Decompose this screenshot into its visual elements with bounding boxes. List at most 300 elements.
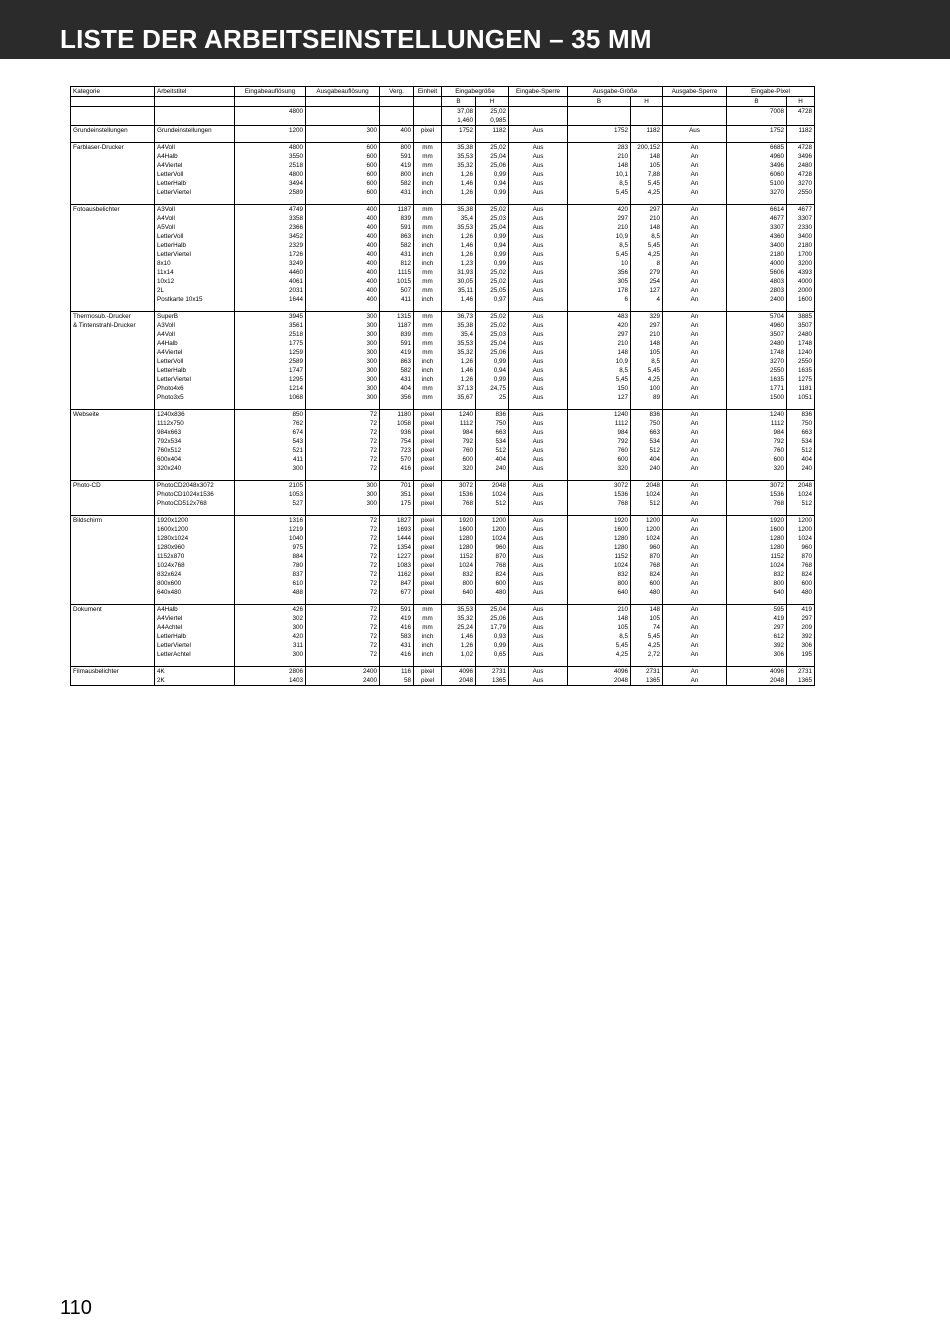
- in-b-cell: 4096: [442, 667, 476, 677]
- out-h-cell: 1200: [631, 525, 663, 534]
- category-cell: [71, 268, 155, 277]
- out-h-cell: 279: [631, 268, 663, 277]
- vergroesserung-cell: 58: [380, 676, 414, 686]
- eingabeaufloesung-cell: 1403: [235, 676, 306, 686]
- px-b-cell: 1280: [727, 543, 787, 552]
- in-b-cell: 1,46: [442, 366, 476, 375]
- ausgabeaufloesung-cell: 72: [306, 428, 380, 437]
- ausgabeaufloesung-cell: 400: [306, 268, 380, 277]
- ausgabe-sperre-cell: An: [663, 268, 727, 277]
- einheit-cell: pixel: [414, 428, 442, 437]
- arbeitstitel-cell: A4Viertel: [155, 161, 235, 170]
- px-b-cell: 3507: [727, 330, 787, 339]
- px-h-cell: 1700: [787, 250, 815, 259]
- eingabe-sperre-cell: Aus: [509, 268, 568, 277]
- eingabeaufloesung-cell: 3358: [235, 214, 306, 223]
- table-row: [71, 152, 815, 161]
- px-h-cell: 512: [787, 499, 815, 508]
- in-h-cell: 2048: [476, 481, 509, 491]
- table-row: [71, 259, 815, 268]
- in-h-cell: 1200: [476, 525, 509, 534]
- vergroesserung-cell: 723: [380, 446, 414, 455]
- ausgabe-sperre-cell: An: [663, 143, 727, 153]
- ref-eingabeaufloesung: [235, 116, 306, 126]
- eingabe-sperre-cell: Aus: [509, 179, 568, 188]
- category-cell: [71, 623, 155, 632]
- in-h-cell: 1365: [476, 676, 509, 686]
- eingabe-sperre-cell: Aus: [509, 393, 568, 402]
- ausgabeaufloesung-cell: 400: [306, 241, 380, 250]
- einheit-cell: pixel: [414, 455, 442, 464]
- in-b-cell: 35,4: [442, 214, 476, 223]
- px-b-cell: 4677: [727, 214, 787, 223]
- ausgabe-sperre-cell: An: [663, 179, 727, 188]
- ausgabeaufloesung-cell: 600: [306, 170, 380, 179]
- px-b-cell: 1771: [727, 384, 787, 393]
- in-h-cell: 25,02: [476, 312, 509, 322]
- ausgabe-sperre-cell: An: [663, 499, 727, 508]
- ausgabe-sperre-cell: An: [663, 464, 727, 473]
- category-cell: [71, 534, 155, 543]
- eingabe-sperre-cell: Aus: [509, 641, 568, 650]
- out-b-cell: 420: [568, 205, 631, 215]
- px-b-cell: 1920: [727, 516, 787, 526]
- out-h-cell: 768: [631, 561, 663, 570]
- in-h-cell: 1182: [476, 126, 509, 136]
- px-h-cell: 2731: [787, 667, 815, 677]
- ausgabe-sperre-cell: An: [663, 632, 727, 641]
- arbeitstitel-cell: 984x663: [155, 428, 235, 437]
- out-h-cell: 8,5: [631, 357, 663, 366]
- table-row: [71, 277, 815, 286]
- in-h-cell: 25,02: [476, 277, 509, 286]
- arbeitstitel-cell: A3Voll: [155, 205, 235, 215]
- ref-eingabeaufloesung: 4800: [235, 107, 306, 117]
- out-b-cell: 320: [568, 464, 631, 473]
- in-b-cell: 1,46: [442, 632, 476, 641]
- vergroesserung-cell: 812: [380, 259, 414, 268]
- out-b-cell: 8,5: [568, 632, 631, 641]
- out-h-cell: 297: [631, 205, 663, 215]
- ausgabe-sperre-cell: An: [663, 339, 727, 348]
- px-b-cell: 1536: [727, 490, 787, 499]
- ausgabe-sperre-cell: An: [663, 277, 727, 286]
- ausgabeaufloesung-cell: 72: [306, 632, 380, 641]
- category-cell: Filmausbelichter: [71, 667, 155, 677]
- out-h-cell: 148: [631, 605, 663, 615]
- category-cell: [71, 277, 155, 286]
- eingabe-sperre-cell: Aus: [509, 241, 568, 250]
- in-b-cell: 1240: [442, 410, 476, 420]
- out-b-cell: 984: [568, 428, 631, 437]
- eingabeaufloesung-cell: 426: [235, 605, 306, 615]
- vergroesserung-cell: 570: [380, 455, 414, 464]
- arbeitstitel-cell: 1280x960: [155, 543, 235, 552]
- px-b-cell: 2550: [727, 366, 787, 375]
- in-b-cell: 832: [442, 570, 476, 579]
- table-row: [71, 295, 815, 304]
- eingabeaufloesung-cell: 1295: [235, 375, 306, 384]
- vergroesserung-cell: 583: [380, 632, 414, 641]
- out-b-cell: 297: [568, 214, 631, 223]
- in-b-cell: 1920: [442, 516, 476, 526]
- out-b-cell: 127: [568, 393, 631, 402]
- px-h-cell: 1200: [787, 525, 815, 534]
- px-h-cell: 4728: [787, 143, 815, 153]
- out-b-cell: 5,45: [568, 641, 631, 650]
- px-h-cell: 1200: [787, 516, 815, 526]
- eingabeaufloesung-cell: 411: [235, 455, 306, 464]
- ausgabe-sperre-cell: An: [663, 295, 727, 304]
- category-cell: [71, 543, 155, 552]
- eingabe-sperre-cell: Aus: [509, 223, 568, 232]
- vergroesserung-cell: 1354: [380, 543, 414, 552]
- eingabe-sperre-cell: Aus: [509, 516, 568, 526]
- reference-row: [71, 107, 815, 117]
- eingabeaufloesung-cell: 2806: [235, 667, 306, 677]
- eingabeaufloesung-cell: 850: [235, 410, 306, 420]
- arbeitstitel-cell: 1600x1200: [155, 525, 235, 534]
- out-h-cell: 148: [631, 152, 663, 161]
- px-h-cell: 1365: [787, 676, 815, 686]
- px-h-cell: 3400: [787, 232, 815, 241]
- table-row: [71, 650, 815, 659]
- px-h-cell: 4728: [787, 170, 815, 179]
- ausgabeaufloesung-cell: 72: [306, 437, 380, 446]
- px-b-cell: 1280: [727, 534, 787, 543]
- eingabeaufloesung-cell: 1259: [235, 348, 306, 357]
- arbeitstitel-cell: A4Voll: [155, 143, 235, 153]
- eingabeaufloesung-cell: 2366: [235, 223, 306, 232]
- arbeitstitel-cell: A4Achtel: [155, 623, 235, 632]
- px-h-cell: 1635: [787, 366, 815, 375]
- eingabeaufloesung-cell: 2589: [235, 188, 306, 197]
- vergroesserung-cell: 356: [380, 393, 414, 402]
- px-b-cell: 4000: [727, 259, 787, 268]
- table-row: [71, 241, 815, 250]
- eingabe-sperre-cell: Aus: [509, 428, 568, 437]
- einheit-cell: mm: [414, 330, 442, 339]
- px-b-cell: 800: [727, 579, 787, 588]
- ausgabe-sperre-cell: An: [663, 241, 727, 250]
- category-cell: [71, 614, 155, 623]
- subheader-px-b: B: [727, 97, 787, 107]
- ausgabeaufloesung-cell: 72: [306, 623, 380, 632]
- ausgabeaufloesung-cell: 400: [306, 277, 380, 286]
- px-b-cell: 3270: [727, 357, 787, 366]
- in-b-cell: 1,46: [442, 295, 476, 304]
- eingabe-sperre-cell: Aus: [509, 543, 568, 552]
- subheader-in-b: B: [442, 97, 476, 107]
- eingabe-sperre-cell: Aus: [509, 650, 568, 659]
- out-h-cell: 4,25: [631, 641, 663, 650]
- category-cell: [71, 419, 155, 428]
- out-b-cell: 600: [568, 455, 631, 464]
- in-b-cell: 1,26: [442, 250, 476, 259]
- category-cell: [71, 339, 155, 348]
- px-h-cell: 2480: [787, 330, 815, 339]
- ref-px-b: [727, 116, 787, 126]
- ausgabe-sperre-cell: An: [663, 232, 727, 241]
- in-h-cell: 0,65: [476, 650, 509, 659]
- in-b-cell: 1600: [442, 525, 476, 534]
- eingabe-sperre-cell: Aus: [509, 623, 568, 632]
- eingabe-sperre-cell: Aus: [509, 357, 568, 366]
- eingabeaufloesung-cell: 521: [235, 446, 306, 455]
- ausgabe-sperre-cell: An: [663, 214, 727, 223]
- in-b-cell: 1280: [442, 543, 476, 552]
- arbeitstitel-cell: 1152x870: [155, 552, 235, 561]
- in-h-cell: 25,02: [476, 143, 509, 153]
- out-b-cell: 1280: [568, 534, 631, 543]
- px-h-cell: 2480: [787, 161, 815, 170]
- px-h-cell: 306: [787, 641, 815, 650]
- px-b-cell: 2803: [727, 286, 787, 295]
- eingabe-sperre-cell: Aus: [509, 286, 568, 295]
- eingabeaufloesung-cell: 311: [235, 641, 306, 650]
- table-row: [71, 525, 815, 534]
- in-h-cell: 25,02: [476, 268, 509, 277]
- arbeitstitel-cell: A4Viertel: [155, 614, 235, 623]
- einheit-cell: inch: [414, 375, 442, 384]
- einheit-cell: inch: [414, 241, 442, 250]
- px-b-cell: 760: [727, 446, 787, 455]
- in-b-cell: 35,53: [442, 339, 476, 348]
- table-row: [71, 143, 815, 153]
- ausgabe-sperre-cell: An: [663, 428, 727, 437]
- category-cell: Grundeinstellungen: [71, 126, 155, 136]
- vergroesserung-cell: 847: [380, 579, 414, 588]
- einheit-cell: pixel: [414, 446, 442, 455]
- category-cell: [71, 437, 155, 446]
- in-h-cell: 0,99: [476, 357, 509, 366]
- header-eingabe-sperre: Eingabe-Sperre: [509, 87, 568, 97]
- header-ausgabe-groesse: Ausgabe-Größe: [568, 87, 663, 97]
- eingabeaufloesung-cell: 837: [235, 570, 306, 579]
- arbeitstitel-cell: 1920x1200: [155, 516, 235, 526]
- out-b-cell: 148: [568, 161, 631, 170]
- px-b-cell: 2400: [727, 295, 787, 304]
- einheit-cell: inch: [414, 650, 442, 659]
- einheit-cell: inch: [414, 179, 442, 188]
- ausgabe-sperre-cell: An: [663, 552, 727, 561]
- table-row: [71, 232, 815, 241]
- out-b-cell: 3072: [568, 481, 631, 491]
- einheit-cell: inch: [414, 641, 442, 650]
- category-cell: [71, 650, 155, 659]
- ausgabe-sperre-cell: An: [663, 357, 727, 366]
- out-b-cell: 483: [568, 312, 631, 322]
- vergroesserung-cell: 1444: [380, 534, 414, 543]
- ausgabeaufloesung-cell: 72: [306, 588, 380, 597]
- out-b-cell: 297: [568, 330, 631, 339]
- out-b-cell: 8,5: [568, 241, 631, 250]
- arbeitstitel-cell: 1112x750: [155, 419, 235, 428]
- ausgabeaufloesung-cell: 72: [306, 410, 380, 420]
- ausgabe-sperre-cell: An: [663, 650, 727, 659]
- ref-in-b: 37,08: [442, 107, 476, 117]
- in-h-cell: 25,05: [476, 286, 509, 295]
- arbeitstitel-cell: A3Voll: [155, 321, 235, 330]
- px-h-cell: 534: [787, 437, 815, 446]
- px-b-cell: 1752: [727, 126, 787, 136]
- category-cell: [71, 588, 155, 597]
- ausgabe-sperre-cell: An: [663, 481, 727, 491]
- ausgabe-sperre-cell: An: [663, 437, 727, 446]
- table-row: [71, 455, 815, 464]
- ausgabe-sperre-cell: An: [663, 312, 727, 322]
- eingabe-sperre-cell: Aus: [509, 437, 568, 446]
- arbeitstitel-cell: Photo3x5: [155, 393, 235, 402]
- eingabe-sperre-cell: Aus: [509, 384, 568, 393]
- category-cell: [71, 525, 155, 534]
- arbeitstitel-cell: Photo4x6: [155, 384, 235, 393]
- arbeitstitel-cell: A4Halb: [155, 152, 235, 161]
- in-h-cell: 0,97: [476, 295, 509, 304]
- eingabeaufloesung-cell: 2518: [235, 330, 306, 339]
- table-row: [71, 384, 815, 393]
- ausgabeaufloesung-cell: 300: [306, 490, 380, 499]
- vergroesserung-cell: 1187: [380, 321, 414, 330]
- category-cell: [71, 152, 155, 161]
- subheader-out-b: B: [568, 97, 631, 107]
- arbeitstitel-cell: 600x404: [155, 455, 235, 464]
- px-h-cell: 2048: [787, 481, 815, 491]
- arbeitstitel-cell: LetterViertel: [155, 250, 235, 259]
- arbeitstitel-cell: 11x14: [155, 268, 235, 277]
- table-row: [71, 348, 815, 357]
- ausgabeaufloesung-cell: 72: [306, 464, 380, 473]
- px-h-cell: 4000: [787, 277, 815, 286]
- eingabe-sperre-cell: Aus: [509, 188, 568, 197]
- spacer-row: [71, 473, 815, 481]
- eingabeaufloesung-cell: 3249: [235, 259, 306, 268]
- in-h-cell: 1024: [476, 490, 509, 499]
- table-row: [71, 161, 815, 170]
- vergroesserung-cell: 431: [380, 641, 414, 650]
- eingabe-sperre-cell: Aus: [509, 534, 568, 543]
- ausgabe-sperre-cell: An: [663, 641, 727, 650]
- table-row: [71, 464, 815, 473]
- ausgabeaufloesung-cell: 300: [306, 339, 380, 348]
- eingabe-sperre-cell: Aus: [509, 561, 568, 570]
- out-b-cell: 8,5: [568, 179, 631, 188]
- in-h-cell: 0,99: [476, 170, 509, 179]
- out-b-cell: 1752: [568, 126, 631, 136]
- px-h-cell: 4677: [787, 205, 815, 215]
- px-h-cell: 750: [787, 419, 815, 428]
- in-h-cell: 0,94: [476, 366, 509, 375]
- vergroesserung-cell: 863: [380, 232, 414, 241]
- eingabe-sperre-cell: Aus: [509, 152, 568, 161]
- in-h-cell: 512: [476, 446, 509, 455]
- in-b-cell: 35,67: [442, 393, 476, 402]
- px-b-cell: 832: [727, 570, 787, 579]
- category-cell: [71, 579, 155, 588]
- out-h-cell: 1200: [631, 516, 663, 526]
- eingabeaufloesung-cell: 1214: [235, 384, 306, 393]
- in-h-cell: 0,94: [476, 179, 509, 188]
- px-h-cell: 1182: [787, 126, 815, 136]
- px-b-cell: 984: [727, 428, 787, 437]
- ausgabeaufloesung-cell: 72: [306, 641, 380, 650]
- einheit-cell: pixel: [414, 667, 442, 677]
- arbeitstitel-cell: A4Viertel: [155, 348, 235, 357]
- eingabe-sperre-cell: Aus: [509, 525, 568, 534]
- out-h-cell: 329: [631, 312, 663, 322]
- arbeitstitel-cell: 800x600: [155, 579, 235, 588]
- eingabe-sperre-cell: Aus: [509, 259, 568, 268]
- vergroesserung-cell: 800: [380, 143, 414, 153]
- vergroesserung-cell: 1693: [380, 525, 414, 534]
- table-row: [71, 126, 815, 136]
- category-cell: [71, 295, 155, 304]
- in-b-cell: 2048: [442, 676, 476, 686]
- in-h-cell: 0,99: [476, 375, 509, 384]
- arbeitstitel-cell: 640x480: [155, 588, 235, 597]
- out-h-cell: 824: [631, 570, 663, 579]
- table-row: [71, 437, 815, 446]
- table-row: [71, 250, 815, 259]
- out-b-cell: 305: [568, 277, 631, 286]
- ausgabe-sperre-cell: An: [663, 375, 727, 384]
- in-b-cell: 3072: [442, 481, 476, 491]
- px-b-cell: 2048: [727, 676, 787, 686]
- in-h-cell: 25,06: [476, 614, 509, 623]
- px-h-cell: 297: [787, 614, 815, 623]
- arbeitstitel-cell: LetterVoll: [155, 357, 235, 366]
- out-b-cell: 832: [568, 570, 631, 579]
- eingabeaufloesung-cell: 4749: [235, 205, 306, 215]
- px-b-cell: 600: [727, 455, 787, 464]
- px-b-cell: 1240: [727, 410, 787, 420]
- in-b-cell: 35,38: [442, 143, 476, 153]
- vergroesserung-cell: 411: [380, 295, 414, 304]
- in-h-cell: 768: [476, 561, 509, 570]
- table-row: [71, 170, 815, 179]
- px-b-cell: 1748: [727, 348, 787, 357]
- ausgabe-sperre-cell: An: [663, 286, 727, 295]
- arbeitstitel-cell: LetterHalb: [155, 241, 235, 250]
- arbeitstitel-cell: LetterViertel: [155, 641, 235, 650]
- eingabe-sperre-cell: Aus: [509, 366, 568, 375]
- ausgabeaufloesung-cell: 300: [306, 321, 380, 330]
- out-h-cell: 148: [631, 223, 663, 232]
- out-h-cell: 200,152: [631, 143, 663, 153]
- table-row: [71, 393, 815, 402]
- px-h-cell: 2000: [787, 286, 815, 295]
- header-vergroesserung: Verg.: [380, 87, 414, 97]
- arbeitstitel-cell: A4Halb: [155, 339, 235, 348]
- eingabeaufloesung-cell: 1219: [235, 525, 306, 534]
- ausgabe-sperre-cell: An: [663, 561, 727, 570]
- out-h-cell: 480: [631, 588, 663, 597]
- table-row: [71, 446, 815, 455]
- vergroesserung-cell: 701: [380, 481, 414, 491]
- in-h-cell: 0,99: [476, 188, 509, 197]
- out-b-cell: 10,9: [568, 232, 631, 241]
- eingabe-sperre-cell: Aus: [509, 455, 568, 464]
- out-b-cell: 150: [568, 384, 631, 393]
- ausgabeaufloesung-cell: 600: [306, 152, 380, 161]
- ausgabe-sperre-cell: An: [663, 516, 727, 526]
- einheit-cell: mm: [414, 339, 442, 348]
- arbeitstitel-cell: LetterViertel: [155, 188, 235, 197]
- ausgabe-sperre-cell: An: [663, 570, 727, 579]
- out-b-cell: 105: [568, 623, 631, 632]
- vergroesserung-cell: 1058: [380, 419, 414, 428]
- category-cell: Bildschirm: [71, 516, 155, 526]
